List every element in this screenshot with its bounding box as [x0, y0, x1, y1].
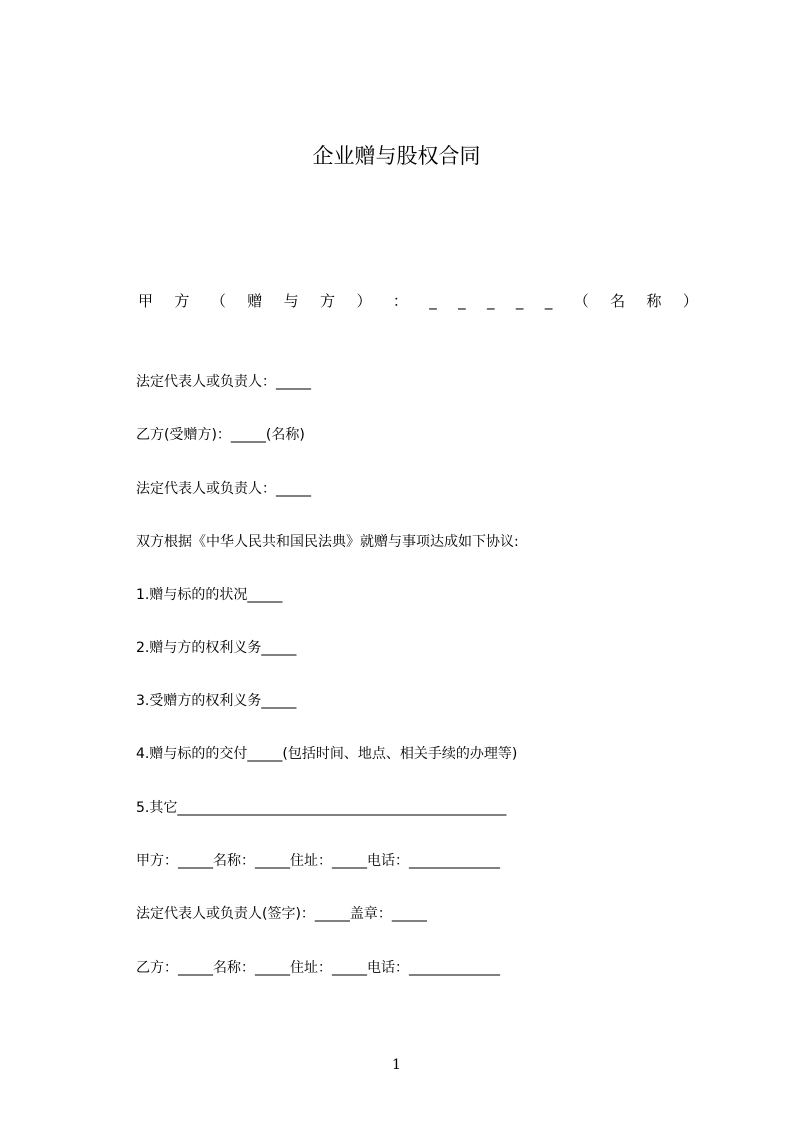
page-number: 1	[392, 1057, 401, 1073]
party-a-char: ：	[392, 292, 408, 310]
party-a-char: 名	[610, 292, 626, 310]
clause-4-line: 4.赠与标的的交付_____(包括时间、地点、相关手续的办理等)	[136, 746, 518, 762]
party-a-char: _	[515, 292, 524, 310]
party-a-char: ）	[682, 292, 698, 310]
clause-3-line: 3.受赠方的权利义务_____	[136, 693, 297, 709]
clause-5-line: 5.其它_______________________________________________	[136, 800, 507, 816]
clause-1-line: 1.赠与标的的状况_____	[136, 587, 283, 603]
party-a-char: 称	[646, 292, 662, 310]
party-a-char: 赠	[247, 292, 263, 310]
party-a-representative-line: 法定代表人或负责人：_____	[136, 374, 311, 390]
party-a-char: 甲	[138, 292, 154, 310]
document-title: 企业赠与股权合同	[312, 144, 481, 168]
party-a-signature-info-line: 甲方：_____名称：_____住址：_____电话：_____________	[136, 853, 500, 869]
party-a-char: 与	[283, 292, 299, 310]
party-b-representative-line: 法定代表人或负责人：_____	[136, 481, 311, 497]
party-a-char: _	[544, 292, 553, 310]
party-a-char: （	[573, 292, 589, 310]
party-a-char: _	[458, 292, 466, 310]
party-a-char: ）	[356, 292, 372, 310]
party-a-char: 方	[320, 292, 336, 310]
party-a-char: 方	[174, 292, 190, 310]
party-a-char: _	[429, 292, 437, 310]
clause-2-line: 2.赠与方的权利义务_____	[136, 640, 297, 656]
party-a-char: _	[487, 292, 495, 310]
party-a-char: （	[210, 292, 226, 310]
representative-signature-line: 法定代表人或负责人(签字)：_____盖章：_____	[136, 906, 427, 922]
party-b-signature-info-line: 乙方：_____名称：_____住址：_____电话：_____________	[136, 960, 500, 976]
agreement-intro-line: 双方根据《中华人民共和国民法典》就赠与事项达成如下协议:	[136, 534, 519, 550]
party-b-line: 乙方(受赠方)：_____(名称)	[136, 427, 305, 443]
party-a-header-line	[138, 290, 698, 312]
